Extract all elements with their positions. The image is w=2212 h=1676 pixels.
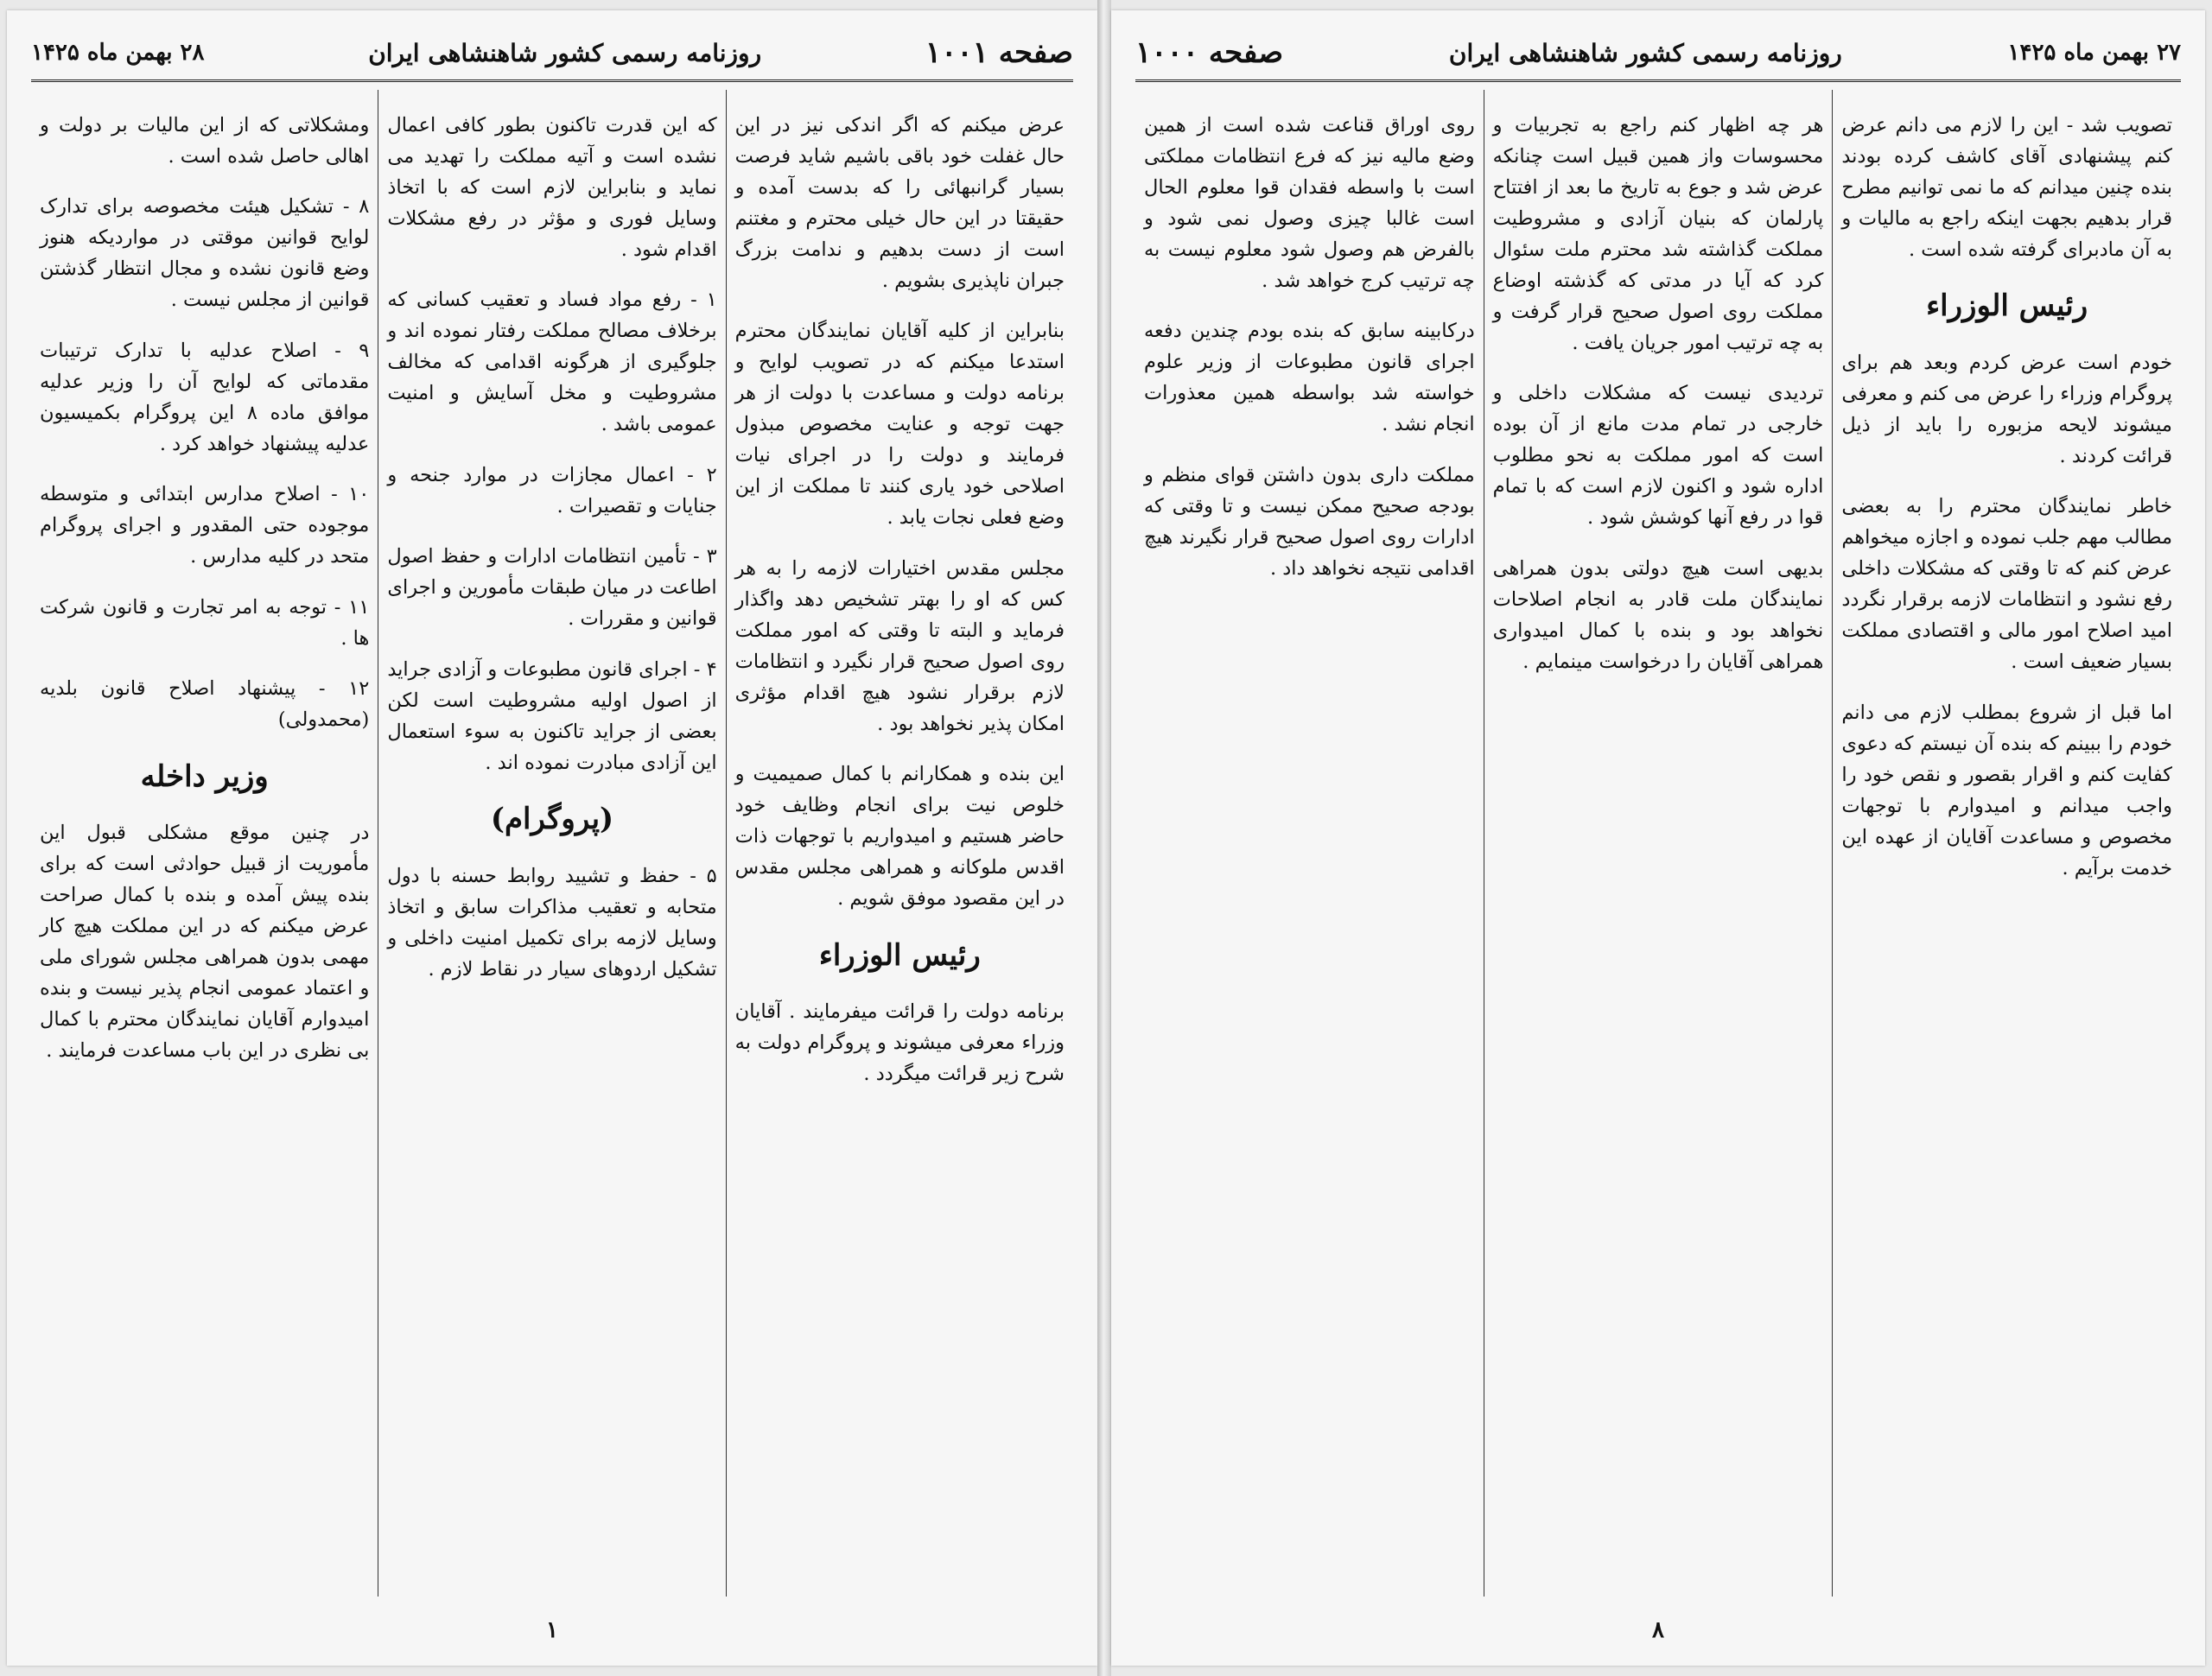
paragraph: هر چه اظهار کنم راجع به تجربیات و محسوسات واز همین قبیل است چنانکه عرض شد و جوع به تاریخ ما بعد از افتتاح پارلمان که بنیان آزادی و مشروطیت مملکت گذاشته شد محترم ملت سئوال کرد که آیا در مدتی که گذشته اوضاع مملکت روی اصول صحیح قرار گرفت و به چه ترتیب امور جریان یافت . xyxy=(1492,113,1824,354)
column-2 xyxy=(1484,90,1834,1597)
page-label: صفحه ۱۰۰۰ xyxy=(1135,35,1284,70)
paragraph: خاطر نمایندگان محترم را به بعضی مطالب مهم جلب نموده و اجازه میخواهم عرض کنم که تا وقتی که مشکلات داخلی رفع نشود و انتظامات لازمه برقرار نگردد امید اصلاح امور مالی و اقتصادی مملکت بسیار ضعیف است . xyxy=(1841,495,2172,673)
footer-page-number: ۱ xyxy=(546,1617,558,1643)
paragraph: در چنین موقع مشکلی قبول این مأموریت از قبیل حوادثی است که برای بنده پیش آمده و بنده با کمال صراحت عرض میکنم که در این مملکت هیچ کار مهمی بدون همراهی مجلس شورای ملی و اعتماد عمومی انجام پذیر نیست و بنده امیدوارم آقایان نمایندگان محترم با کمال بی نظری در این باب مساعدت فرمایند . xyxy=(40,822,370,1062)
column-3 xyxy=(31,90,378,1597)
paragraph: عرض میکنم که اگر اندکی نیز در این حال غفلت خود باقی باشیم شاید فرصت بسیار گرانبهائی را که بدست آمده و حقیقتا در این حال خیلی محترم و مغتنم است از دست بدهیم و ندامت بزرگ جبران ناپذیری بشویم . xyxy=(734,113,1065,292)
left-page-columns xyxy=(31,90,1073,1597)
paragraph: بدیهی است هیچ دولتی بدون همراهی نمایندگان ملت قادر به انجام اصلاحات نخواهد بود و بنده با کمال امیدواری همراهی آقایان را درخواست مینمایم . xyxy=(1492,556,1824,673)
paragraph: بنابراین از کلیه آقایان نمایندگان محترم استدعا میکنم که در تصویب لوایح و برنامه دولت و مساعدت با دولت از هر جهت توجه و عنایت مخصوص مبذول فرمایند و دولت را در اجرای نیات اصلاحی خود یاری کنند تا مملکت از این وضع فعلی نجات یابد . xyxy=(734,320,1065,529)
paragraph: ۸ - تشکیل هیئت مخصوصه برای تدارک لوایح قوانین موقتی در مواردیکه هنوز وضع قانون نشده و مجال انتظار گذشتن قوانین از مجلس نیست . xyxy=(40,195,370,311)
footer-page-number: ۸ xyxy=(1652,1617,1664,1643)
column-2 xyxy=(378,90,726,1597)
paragraph: درکابینه سابق که بنده بودم چندین دفعه اجرای قانون مطبوعات از وزیر علوم خواسته شد بواسطه همین معذورات انجام نشد . xyxy=(1143,320,1475,435)
column-1 xyxy=(1833,90,2181,1597)
right-page-columns xyxy=(1135,90,2181,1597)
paragraph: خودم است عرض کردم وبعد هم برای پروگرام وزراء را عرض می کنم و معرفی میشوند لایحه مزبوره را باید از ذیل قرائت کردند . xyxy=(1841,351,2172,467)
paragraph: که این قدرت تاکنون بطور کافی اعمال نشده است و آتیه مملکت را تهدید می نماید و بنابراین لازم است که با اتخاذ وسایل فوری و مؤثر در رفع مشکلات اقدام شود . xyxy=(387,113,717,261)
left-page xyxy=(7,10,1097,1666)
paragraph: ۲ - اعمال مجازات در موارد جنحه و جنایات و تقصیرات . xyxy=(387,463,717,517)
section-heading: رئیس الوزراء xyxy=(1926,289,2088,323)
paragraph: این بنده و همکارانم با کمال صمیمیت و خلوص نیت برای انجام وظایف خود حاضر هستیم و امیدواریم با توجهات ذات اقدس ملوکانه و همراهی مجلس مقدس در این مقصود موفق شویم . xyxy=(734,763,1065,910)
paragraph: تصویب شد - این را لازم می دانم عرض کنم پیشنهادی آقای کاشف کرده بودند بنده چنین میدانم که ما نمی توانیم مطرح قرار بدهیم بجهت اینکه راجع به مالیات و به آن مادبرای گرفته شده است . xyxy=(1841,113,2172,261)
paragraph: ۱۱ - توجه به امر تجارت و قانون شرکت ها . xyxy=(40,595,370,650)
paragraph: مجلس مقدس اختیارات لازمه را به هر کس که او را بهتر تشخیص دهد واگذار فرماید و البته تا وقتی که امور مملکت روی اصول صحیح قرار نگیرد و انتظامات لازم برقرار نشود هیچ اقدام مؤثری امکان پذیر نخواهد بود . xyxy=(734,556,1065,735)
paragraph: ۳ - تأمین انتظامات ادارات و حفظ اصول اطاعت در میان طبقات مأمورین و اجرای قوانین و مقررات . xyxy=(387,545,717,630)
paragraph: روی اوراق قناعت شده است از همین وضع مالیه نیز که فرع انتظامات مملکتی است با واسطه فقدان قوا معلوم الحال است غالبا چیزی وصول نمی شود و بالفرض هم وصول شود معلوم نیست به چه ترتیب کرج خواهد شد . xyxy=(1143,113,1475,292)
section-heading: رئیس الوزراء xyxy=(818,937,981,973)
paragraph: ۱ - رفع مواد فساد و تعقیب کسانی که برخلاف مصالح مملکت رفتار نموده اند و جلوگیری از هرگونه اقدامی که مخالف مشروطیت و مخل آسایش و امنیت عمومی باشد . xyxy=(387,289,717,435)
paragraph: اما قبل از شروع بمطلب لازم می دانم خودم را ببینم که بنده آن نیستم که دعوی کفایت کنم و اقرار بقصور و نقص خود را واجب میدانم و امیدوارم با توجهات مخصوص و مساعدت آقایان از عهده این خدمت برآیم . xyxy=(1841,701,2172,879)
paragraph: ومشکلاتی که از این مالیات بر دولت و اهالی حاصل شده است . xyxy=(40,113,370,168)
left-page-header xyxy=(31,26,1073,82)
paragraph: ۱۰ - اصلاح مدارس ابتدائی و متوسطه موجوده حتی المقدور و اجرای پروگرام متحد در کلیه مدارس . xyxy=(40,483,370,568)
issue-date: ۲۸ بهمن ماه ۱۴۲۵ xyxy=(31,40,205,66)
paragraph: ۴ - اجرای قانون مطبوعات و آزادی جراید از اصول اولیه مشروطیت است لکن بعضی از جراید تاکنون به سوء استعمال این آزادی مبادرت نموده اند . xyxy=(387,657,717,774)
paragraph: برنامه دولت را قرائت میفرمایند . آقایان وزراء معرفی میشوند و پروگرام دولت به شرح زیر قرائت میگردد . xyxy=(734,1000,1065,1085)
paragraph: تردیدی نیست که مشکلات داخلی و خارجی در تمام مدت مانع از آن بوده است که امور مملکت به نحو مطلوب اداره شود و اکنون لازم است که با تمام قوا در رفع آنها کوشش شود . xyxy=(1492,382,1824,529)
section-heading: وزیر داخله xyxy=(140,759,269,794)
newspaper-title: روزنامه رسمی کشور شاهنشاهی ایران xyxy=(1448,38,1842,67)
right-page-header xyxy=(1135,26,2181,82)
paragraph: ۵ - حفظ و تشیید روابط حسنه با دول متحابه و تعقیب مذاکرات سابق و اتخاذ وسایل لازمه برای تکمیل امنیت داخلی و تشکیل اردوهای سیار در نقاط لازم . xyxy=(387,864,717,981)
page-label: صفحه ۱۰۰۱ xyxy=(925,35,1073,70)
right-page xyxy=(1111,10,2205,1666)
paragraph: ۹ - اصلاح عدلیه با تدارک ترتیبات مقدماتی که لوایح آن را وزیر عدلیه موافق ماده ۸ این پروگرام بکمیسیون عدلیه پیشنهاد خواهد کرد . xyxy=(40,339,370,455)
newspaper-title: روزنامه رسمی کشور شاهنشاهی ایران xyxy=(368,38,762,67)
column-1 xyxy=(727,90,1073,1597)
column-3 xyxy=(1135,90,1484,1597)
issue-date: ۲۷ بهمن ماه ۱۴۲۵ xyxy=(2007,40,2181,66)
paragraph: مملکت داری بدون داشتن قوای منظم و بودجه صحیح ممکن نیست و تا وقتی که ادارات روی اصول صحیح قرار نگیرند هیچ اقدامی نتیجه نخواهد داد . xyxy=(1143,463,1475,580)
section-heading: (پروگرام) xyxy=(490,802,614,836)
book-gutter xyxy=(1097,0,1111,1676)
paragraph: ۱۲ - پیشنهاد اصلاح قانون بلدیه (محمدولی) xyxy=(40,677,370,731)
